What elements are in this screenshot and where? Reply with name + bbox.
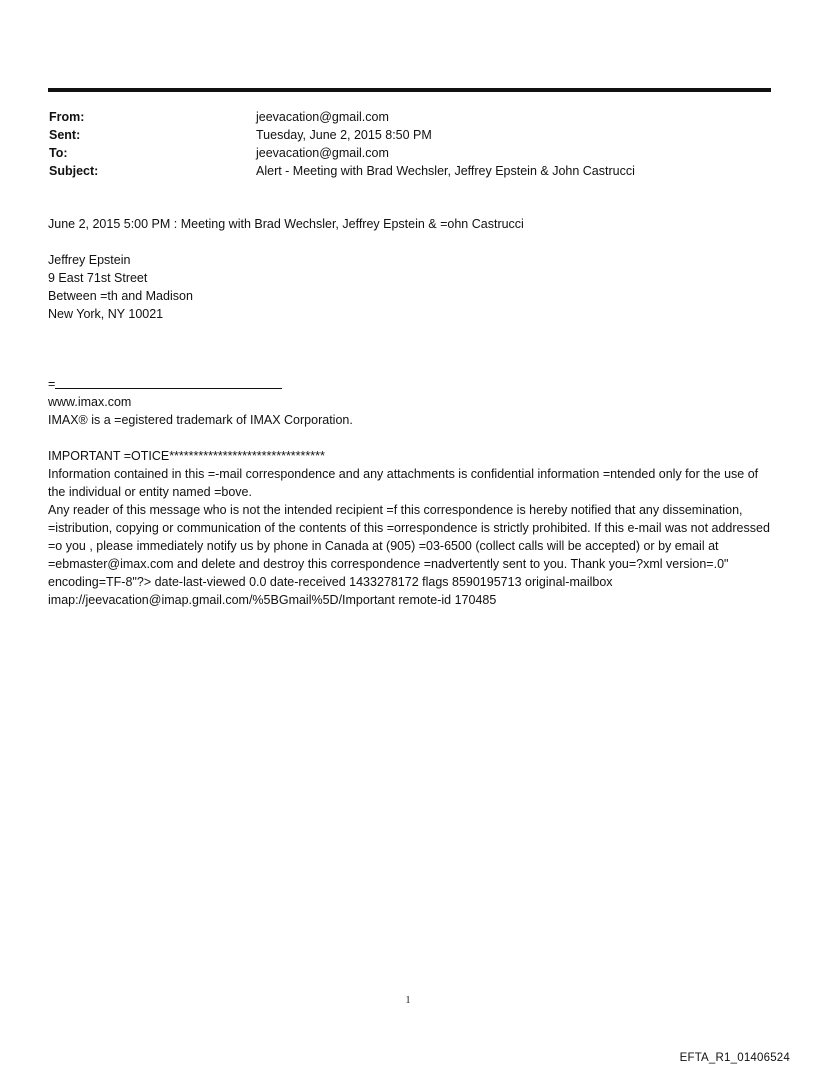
from-value: jeevacation@gmail.com [256,110,389,124]
signature-rule-row [48,375,773,393]
signature-block [48,375,773,429]
sent-row [49,126,769,144]
subject-label: Subject: [49,164,99,178]
email-header [49,108,769,180]
address-line: Between =th and Madison [48,289,193,303]
address-line: Jeffrey Epstein [48,253,131,267]
document-id: EFTA_R1_01406524 [679,1052,790,1064]
to-row [49,144,769,162]
meeting-line: June 2, 2015 5:00 PM : Meeting with Brad Wechsler, Jeffrey Epstein & =ohn Castrucci [48,217,524,231]
page-number: 1 [405,995,411,1006]
address-line: New York, NY 10021 [48,307,164,321]
header-divider [48,88,771,92]
address-line: 9 East 71st Street [48,271,148,285]
from-label: From: [49,110,85,124]
to-value: jeevacation@gmail.com [256,146,389,160]
to-label: To: [49,146,68,160]
website-link: www.imax.com [48,395,132,409]
confidentiality-notice [48,447,773,609]
from-row [49,108,769,126]
subject-row [49,162,769,180]
address-block [48,251,773,323]
notice-paragraph: Any reader of this message who is not the intended recipient =f this correspondence is hereby notified that any dissemination, =istribution, copying or communication of the contents of this =orrespondence is strictly prohibited. If this e-mail was not addressed =o you , please immediately notify us by phone in Canada at (905) =03-6500 (collect calls will be accepted) or by email at =ebmaster@imax.com and delete and destroy this correspondence =nadvertently sent to you. Thank you=?xml version=.0" encoding=TF-8"?> date-last-viewed 0.0 date-received 1433278172 flags 8590195713 original-mailbox imap://jeevacation@imap.gmail.com/%5BGmail%5D/Important remote-id 170485 [48,503,770,607]
sent-value: Tuesday, June 2, 2015 8:50 PM [256,128,432,142]
trademark-line: IMAX® is a =egistered trademark of IMAX Corporation. [48,413,353,427]
sent-label: Sent: [49,128,81,142]
notice-paragraph: Information contained in this =-mail correspondence and any attachments is confidential information =ntended only for the use of the individual or entity named =bove. [48,467,759,499]
notice-heading: IMPORTANT =OTICE******************************** [48,449,325,463]
subject-value: Alert - Meeting with Brad Wechsler, Jeffrey Epstein & John Castrucci [256,164,635,178]
signature-rule [55,388,282,389]
signature-prefix: = [48,377,56,391]
